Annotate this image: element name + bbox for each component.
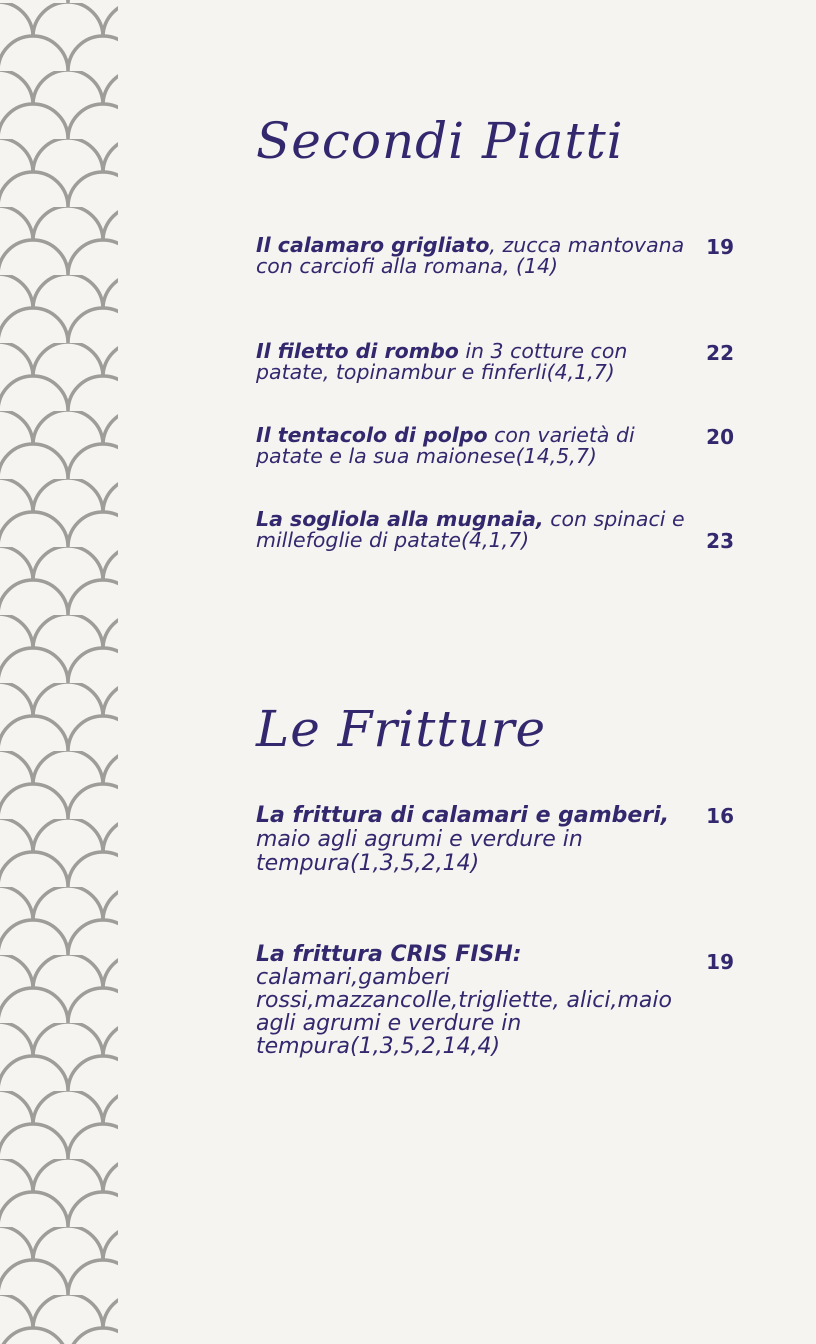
dish-price: 19 bbox=[706, 235, 734, 259]
dish-description: con varietà di patate e la sua maionese(14,5,7) bbox=[256, 423, 635, 468]
dish-description: calamari,gamberi rossi,mazzancolle,trigliette, alici,maio agli agrumi e verdure in tempura(1,3,5,2,14,4) bbox=[256, 965, 672, 1059]
dish-description: in 3 cotture con patate, topinambur e finferli(4,1,7) bbox=[256, 339, 628, 384]
dish-name: Il tentacolo di polpo bbox=[256, 423, 488, 447]
dish-description: maio agli agrumi e verdure in tempura(1,3,5,2,14) bbox=[256, 827, 583, 876]
dish-name: La frittura di calamari e gamberi, bbox=[256, 803, 670, 828]
menu-item bbox=[256, 425, 736, 467]
dish-description: , zucca mantovana con carciofi alla romana, (14) bbox=[256, 233, 685, 278]
dish-name: La frittura CRIS FISH: bbox=[256, 942, 522, 967]
section-title-secondi-piatti: Secondi Piatti bbox=[256, 112, 624, 170]
section-title-le-fritture: Le Fritture bbox=[256, 700, 547, 758]
dish-name: Il filetto di rombo bbox=[256, 339, 459, 363]
dish-price: 16 bbox=[706, 804, 734, 828]
menu-item bbox=[256, 509, 736, 551]
dish-price: 22 bbox=[706, 341, 734, 365]
menu-item bbox=[256, 235, 736, 277]
dish-name: La sogliola alla mugnaia, bbox=[256, 507, 544, 531]
scallop-pattern bbox=[0, 0, 118, 1344]
dish-description: con spinaci e millefoglie di patate(4,1,7) bbox=[256, 507, 685, 552]
dish-price: 23 bbox=[706, 529, 734, 553]
menu-item bbox=[256, 943, 736, 1058]
dish-name: Il calamaro grigliato bbox=[256, 233, 490, 257]
menu-item bbox=[256, 804, 736, 876]
dish-price: 19 bbox=[706, 950, 734, 974]
dish-price: 20 bbox=[706, 425, 734, 449]
menu-item bbox=[256, 341, 736, 383]
